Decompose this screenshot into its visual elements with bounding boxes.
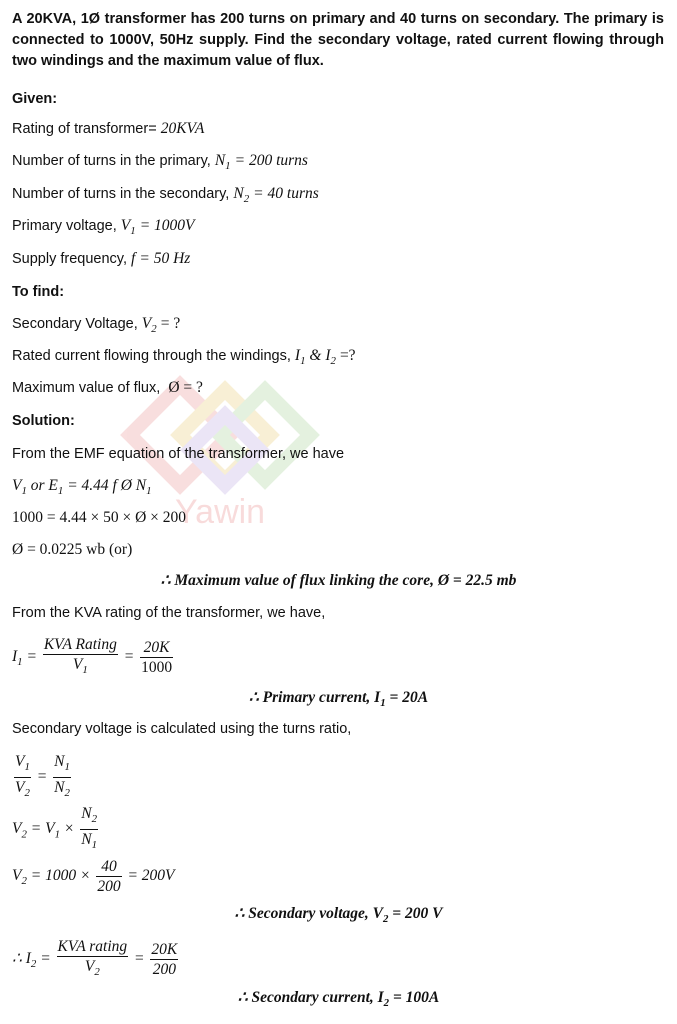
find-current-line: Rated current flowing through the windings, $I_1$ & $I_2$ =? — [12, 347, 356, 368]
problem-statement: A 20KVA, 1Ø transformer has 200 turns on primary and 40 turns on secondary. The primary is connected to 1000V, 50Hz supply. Find the secondary voltage, rated current flowing through two windings and the maximum value of flux. — [12, 11, 664, 69]
solution-heading: Solution: — [12, 413, 75, 429]
emf-equation: $V_1$ or $E_1 = 4.44$ f Ø $N_1$ — [12, 477, 152, 498]
v2-formula: $V_2 = V_1$ × $\frac{N_2}{N_1}$ — [12, 805, 97, 852]
flux-result: ∴ Maximum value of flux linking the core, Ø = 22.5 mb — [160, 572, 517, 589]
watermark-text: Yawin — [175, 493, 266, 531]
find-v2-line: Secondary Voltage, $V_2$ = ? — [12, 315, 181, 336]
secondary-voltage-result: ∴ Secondary voltage, $V_2 = 200$ V — [234, 905, 443, 926]
given-heading: Given: — [12, 91, 58, 107]
n2-line: Number of turns in the secondary, $N_2 = 40$ turns — [12, 185, 319, 206]
v1-line: Primary voltage, $V_1 = 1000V$ — [12, 217, 195, 238]
n1-line: Number of turns in the primary, $N_1 = 200$ turns — [12, 152, 308, 173]
primary-current-result: ∴ Primary current, $I_1 = 20A$ — [248, 689, 429, 710]
secondary-current-formula: ∴ $I_2$ = $\frac{\text{KVA rating}}{V_2}$ = $\frac{20K}{200}$ — [12, 938, 178, 979]
kva-intro: From the KVA rating of the transformer, we have, — [12, 605, 326, 621]
to-find-heading: To find: — [12, 284, 65, 300]
flux-calc: Ø = 0.0225 wb (or) — [12, 541, 133, 558]
emf-intro: From the EMF equation of the transformer, we have — [12, 446, 345, 462]
find-flux-line: Maximum value of flux, Ø = ? — [12, 379, 203, 396]
rating-line: Rating of transformer= 20KVA — [12, 120, 205, 137]
turns-ratio-intro: Secondary voltage is calculated using the turns ratio, — [12, 721, 352, 737]
turns-ratio-formula: $\frac{V_1}{V_2}$ = $\frac{N_1}{N_2}$ — [15, 753, 70, 800]
emf-substitution: 1000 = 4.44 × 50 × Ø × 200 — [12, 509, 187, 526]
primary-current-formula: $I_1$ = $\frac{\text{KVA Rating}}{V_1}$ = $\frac{20K}{1000}$ — [12, 636, 173, 677]
v2-calculation: $V_2 = 1000$ × $\frac{40}{200}$ = 200V — [12, 858, 175, 895]
secondary-current-result: ∴ Secondary current, $I_2 = 100A$ — [237, 989, 440, 1010]
frequency-line: Supply frequency, f = 50 Hz — [12, 250, 191, 267]
